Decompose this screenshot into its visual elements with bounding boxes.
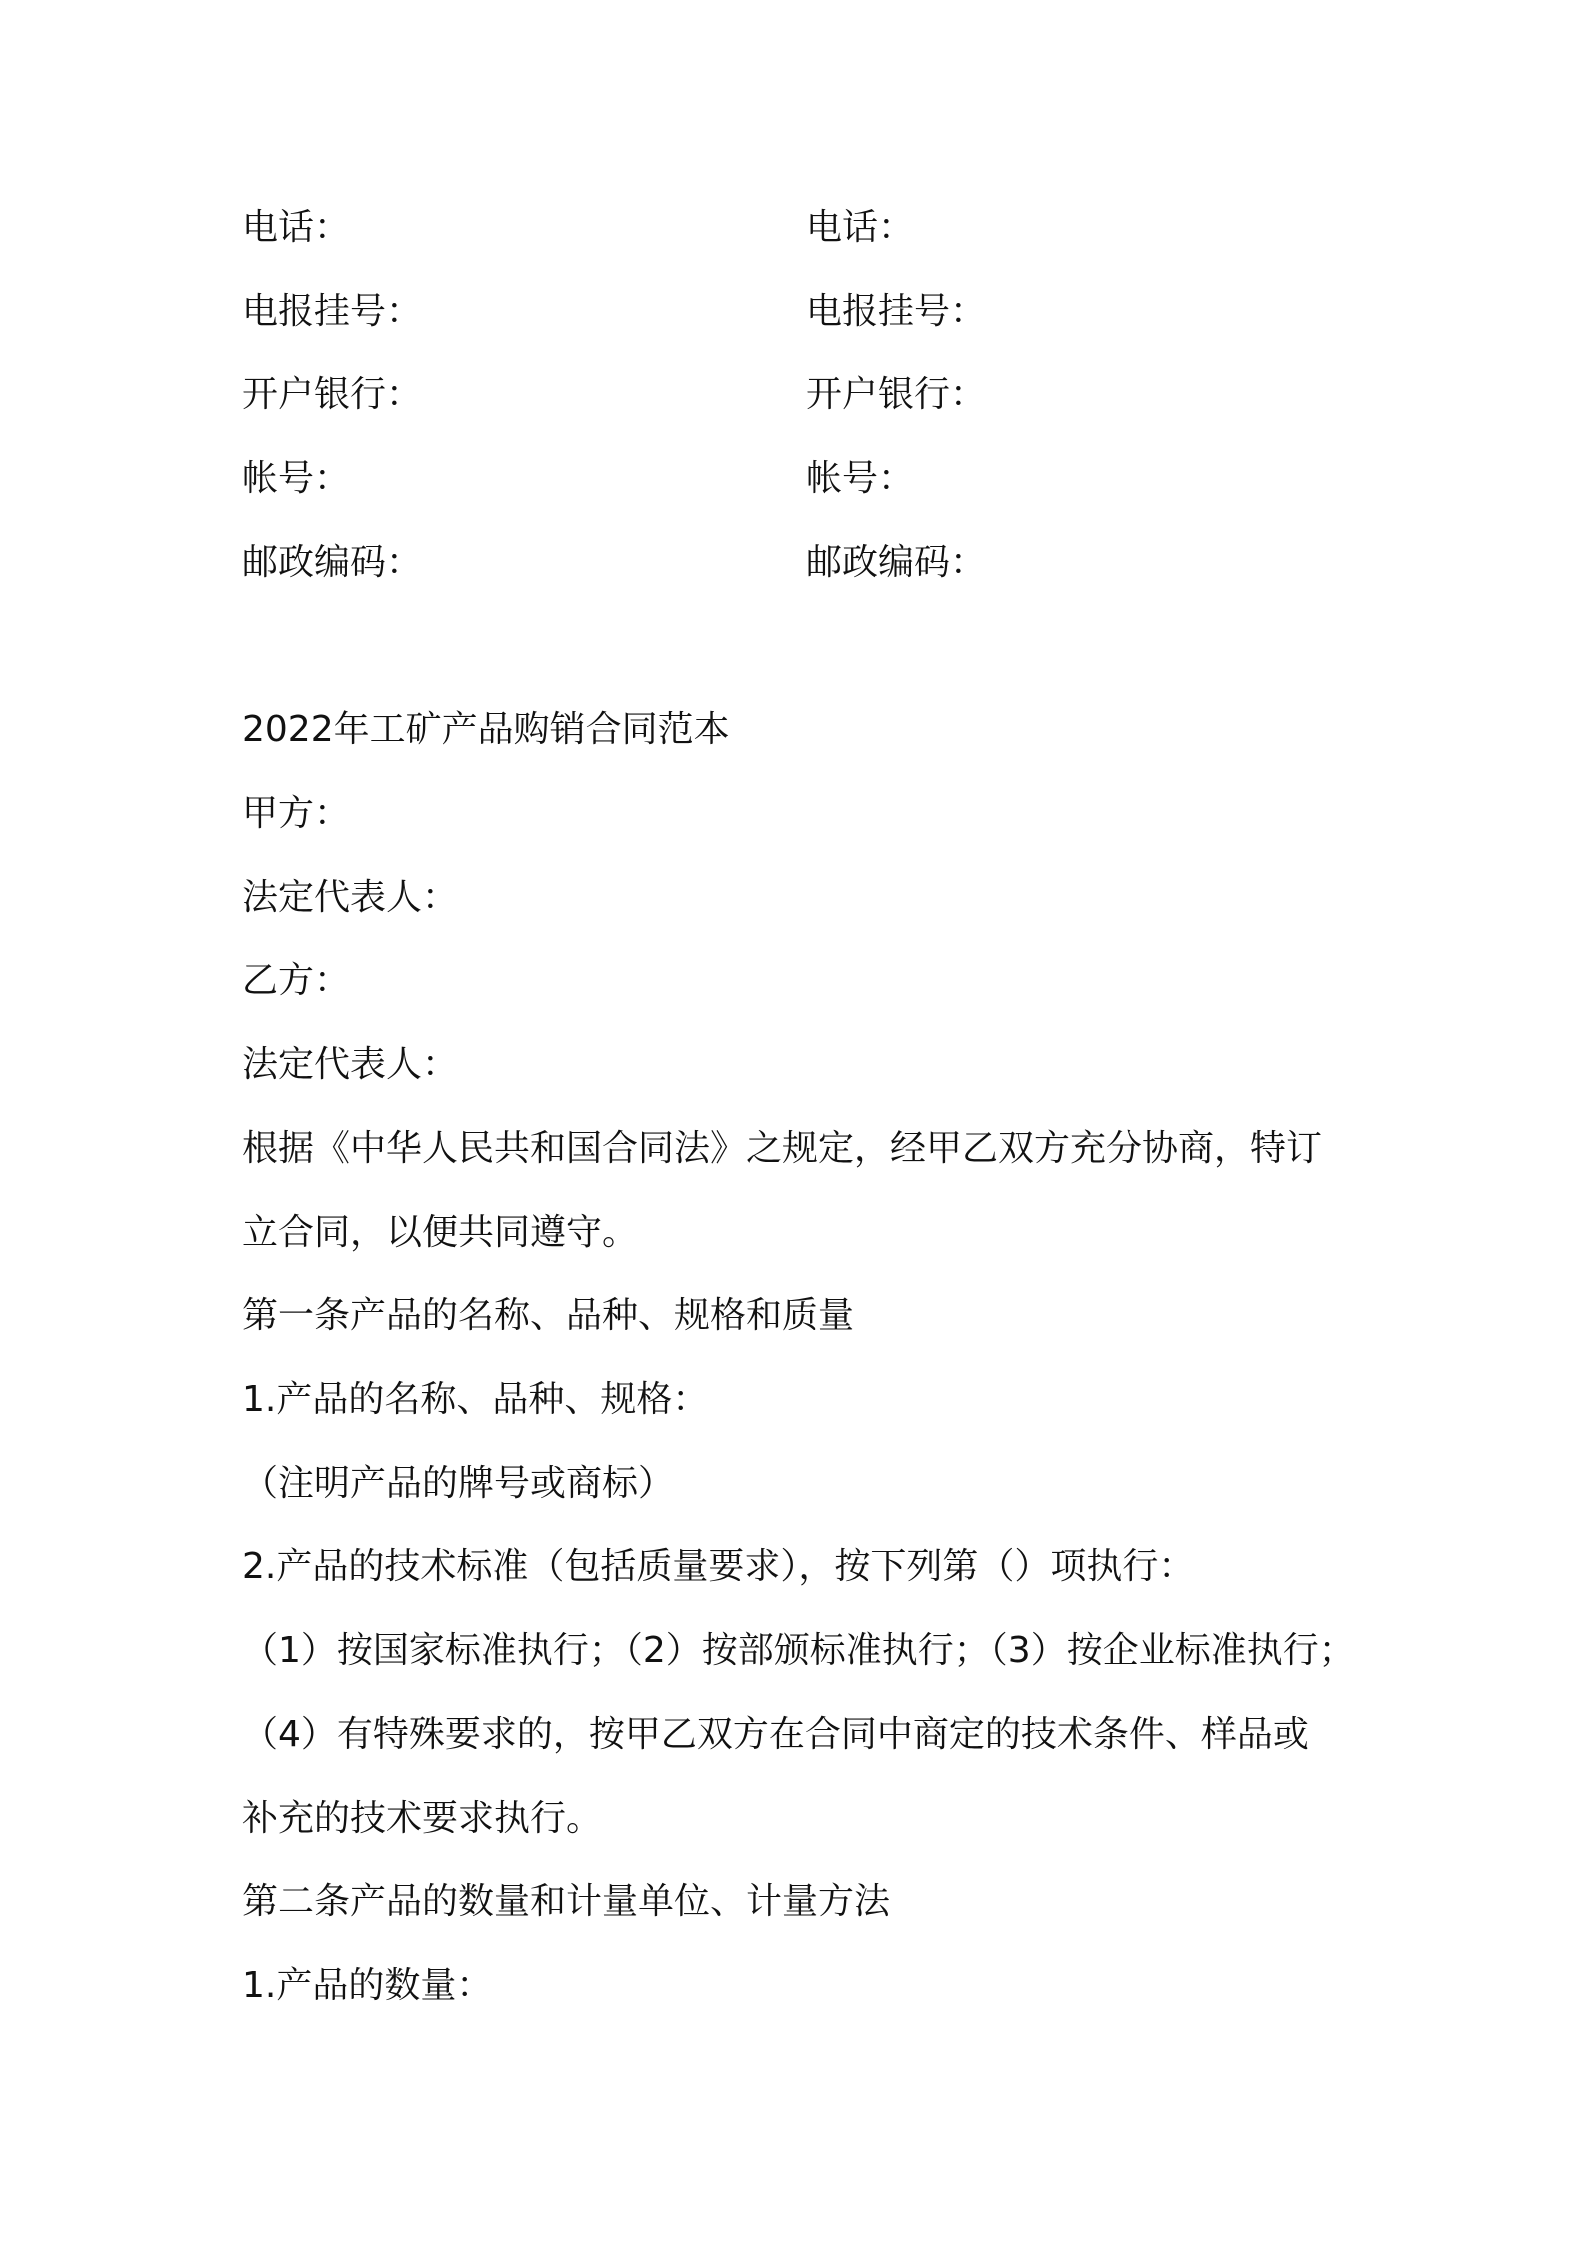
left-phone-label: 电话： xyxy=(242,207,351,248)
article-1-item-2-option-4-line-1: （4）有特殊要求的，按甲乙双方在合同中商定的技术条件、样品或 xyxy=(242,1714,1309,1755)
article-2-title: 第二条产品的数量和计量单位、计量方法 xyxy=(242,1881,891,1922)
article-1-item-1-note: （注明产品的牌号或商标） xyxy=(242,1463,675,1504)
party-a-representative-label: 法定代表人： xyxy=(242,877,459,918)
article-1-item-2-option-4-line-2: 补充的技术要求执行。 xyxy=(242,1798,603,1839)
contract-title: 2022年工矿产品购销合同范本 xyxy=(242,709,730,750)
right-postcode-label: 邮政编码： xyxy=(806,542,987,583)
article-1-item-2: 2.产品的技术标准（包括质量要求），按下列第（）项执行： xyxy=(242,1546,1195,1587)
right-account-label: 帐号： xyxy=(806,458,915,499)
party-b-representative-label: 法定代表人： xyxy=(242,1044,459,1085)
right-telegraph-label: 电报挂号： xyxy=(806,291,987,332)
right-bank-label: 开户银行： xyxy=(806,374,987,415)
intro-paragraph-line-2: 立合同，以便共同遵守。 xyxy=(242,1212,639,1253)
article-1-item-2-options: （1）按国家标准执行；（2）按部颁标准执行；（3）按企业标准执行； xyxy=(242,1630,1355,1671)
right-phone-label: 电话： xyxy=(806,207,915,248)
party-b-label: 乙方： xyxy=(242,960,351,1001)
left-account-label: 帐号： xyxy=(242,458,351,499)
article-1-item-1: 1.产品的名称、品种、规格： xyxy=(242,1379,709,1420)
article-1-title: 第一条产品的名称、品种、规格和质量 xyxy=(242,1295,855,1336)
party-a-label: 甲方： xyxy=(242,793,351,834)
left-bank-label: 开户银行： xyxy=(242,374,423,415)
left-postcode-label: 邮政编码： xyxy=(242,542,423,583)
article-2-item-1: 1.产品的数量： xyxy=(242,1965,493,2006)
left-telegraph-label: 电报挂号： xyxy=(242,291,423,332)
intro-paragraph-line-1: 根据《中华人民共和国合同法》之规定，经甲乙双方充分协商，特订 xyxy=(242,1128,1323,1169)
